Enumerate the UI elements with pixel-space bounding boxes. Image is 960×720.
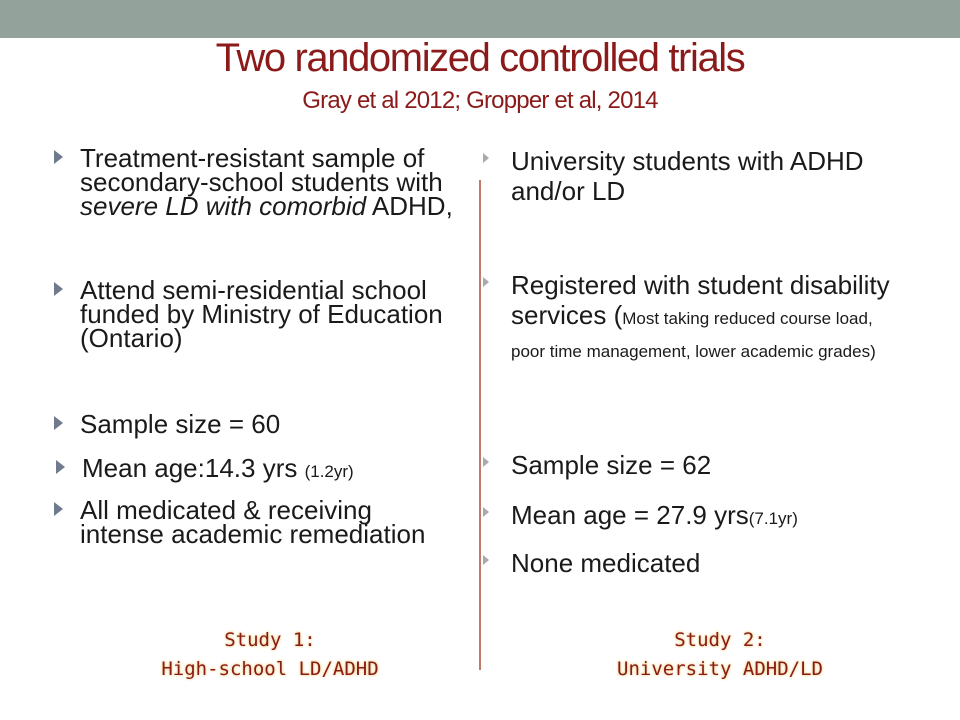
- left-bullet-3: [80, 409, 460, 439]
- right-bullet-3-text: Sample size = 62: [511, 450, 712, 480]
- bullet-arrow-icon: [54, 502, 63, 516]
- bullet-arrow-icon: [483, 555, 489, 565]
- right-bullet-4: [511, 500, 911, 534]
- right-bullet-5-text: None medicated: [511, 548, 701, 578]
- column-divider: [479, 180, 481, 670]
- bullet-arrow-icon: [54, 282, 63, 296]
- study-1-label: High-school LD/ADHD: [161, 658, 379, 680]
- bullet-arrow-icon: [56, 460, 65, 474]
- right-bullet-2: [511, 270, 901, 366]
- study-1-title: Study 1:: [224, 629, 316, 651]
- bullet-arrow-icon: [54, 150, 63, 164]
- left-bullet-5-text: All medicated & receiving intense academic remediation: [80, 495, 426, 549]
- right-bullet-5: [511, 548, 901, 578]
- slide-subtitle: Gray et al 2012; Gropper et al, 2014: [302, 87, 658, 114]
- left-bullet-4-small: (1.2yr): [304, 462, 354, 481]
- bullet-arrow-icon: [54, 416, 63, 430]
- left-bullet-5: [80, 495, 450, 549]
- study-2-caption: [520, 626, 920, 684]
- bullet-arrow-icon: [483, 153, 489, 163]
- study-1-caption: [80, 626, 460, 684]
- slide-title: Two randomized controlled trials: [215, 36, 745, 80]
- left-bullet-2: [80, 275, 460, 353]
- left-bullet-1: [80, 143, 472, 221]
- bullet-arrow-icon: [483, 457, 489, 467]
- study-2-title: Study 2:: [674, 629, 766, 651]
- top-band: [0, 0, 960, 38]
- left-bullet-4-text: Mean age:14.3 yrs: [82, 453, 305, 483]
- left-bullet-2-text: Attend semi-residential school funded by Ministry of Education (Ontario): [80, 275, 443, 353]
- left-bullet-1-emphasis: severe LD with comorbid: [80, 191, 367, 221]
- left-bullet-1-text-a: Treatment-resistant sample of secondary-school students with: [80, 143, 443, 197]
- right-bullet-1-text: University students with ADHD and/or LD: [511, 146, 864, 206]
- left-bullet-1-text-b: ADHD,: [366, 191, 453, 221]
- study-2-label: University ADHD/LD: [617, 658, 823, 680]
- right-bullet-4-small: (7.1yr): [748, 509, 798, 528]
- bullet-arrow-icon: [483, 277, 489, 287]
- bullet-arrow-icon: [483, 507, 489, 517]
- left-bullet-4: [82, 453, 462, 484]
- right-bullet-2-text: Registered with student disability services (: [511, 270, 890, 330]
- right-bullet-3: [511, 450, 901, 480]
- right-bullet-4-text: Mean age = 27.9 yrs: [511, 500, 749, 530]
- right-bullet-2-small: Most taking reduced course load, poor time management, lower academic grades): [511, 309, 876, 361]
- left-bullet-3-text: Sample size = 60: [80, 409, 281, 439]
- right-bullet-1: [511, 146, 871, 206]
